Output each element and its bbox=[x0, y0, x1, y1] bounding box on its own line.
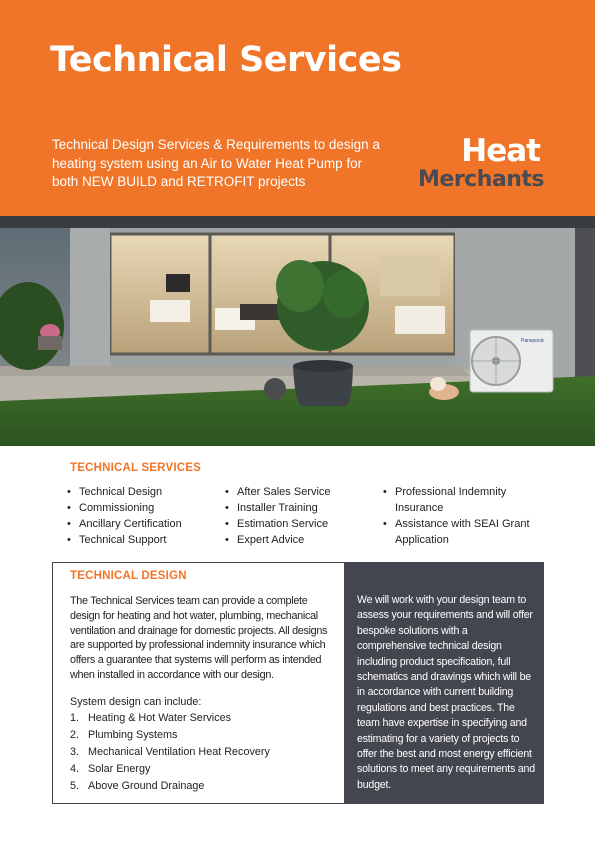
list-item-number: 4. bbox=[70, 763, 80, 775]
list-item-number: 5. bbox=[70, 780, 80, 792]
service-item: • Assistance with SEAI Grant Application bbox=[383, 516, 533, 548]
list-item-number: 3. bbox=[70, 746, 80, 758]
service-item: • After Sales Service bbox=[225, 484, 375, 500]
page-subtitle: Technical Design Services & Requirements to design a heating system using an Air to Water Heat Pump for both NEW BUILD and RETROFIT projects bbox=[52, 137, 380, 189]
logo-word-heat: Heat bbox=[461, 133, 540, 169]
page-title: Technical Services bbox=[50, 40, 402, 80]
technical-design-paragraph: The Technical Services team can provide a complete design for heating and hot water, plumbing, mechanical ventilation and drainage for domestic projects. All designs are supported by professional indemnity insurance which offers a guarantee that systems will perform as intended when installed in accordance with our design. bbox=[70, 595, 328, 681]
technical-design-heading: TECHNICAL DESIGN bbox=[70, 570, 187, 582]
system-design-list bbox=[70, 710, 270, 795]
list-item bbox=[70, 727, 270, 744]
service-item: • Estimation Service bbox=[225, 516, 375, 532]
list-item-label: Plumbing Systems bbox=[88, 729, 178, 741]
list-item bbox=[70, 778, 270, 795]
list-item-number: 2. bbox=[70, 729, 80, 741]
technical-services-heading: TECHNICAL SERVICES bbox=[70, 462, 201, 474]
house-heat-pump-photo bbox=[0, 216, 595, 446]
list-item bbox=[70, 744, 270, 761]
logo-word-merchants: Merchants bbox=[418, 167, 544, 192]
services-column-3 bbox=[383, 484, 533, 548]
list-item-label: Mechanical Ventilation Heat Recovery bbox=[88, 746, 270, 758]
service-item: • Expert Advice bbox=[225, 532, 375, 548]
service-item: • Technical Support bbox=[67, 532, 217, 548]
service-item: • Technical Design bbox=[67, 484, 217, 500]
services-column-2 bbox=[225, 484, 375, 548]
list-item-label: Above Ground Drainage bbox=[88, 780, 205, 792]
design-team-text: We will work with your design team to assess your requirements and will offer bespoke solutions with a comprehensive technical design including product specification, full schematics and drawings which will be in accordance with current building regulations and best practices. The team have expertise in specifying and estimating for a variety of projects to offer the best and most energy efficient solutions to meet any requirements and budget. bbox=[357, 594, 535, 791]
service-item: • Ancillary Certification bbox=[67, 516, 217, 532]
list-item bbox=[70, 761, 270, 778]
service-item: • Commissioning bbox=[67, 500, 217, 516]
header-banner bbox=[0, 0, 595, 216]
list-item-number: 1. bbox=[70, 712, 80, 724]
list-item-label: Solar Energy bbox=[88, 763, 151, 775]
service-item: • Professional Indemnity Insurance bbox=[383, 484, 533, 516]
heat-pump-brand-label: Panasonic bbox=[521, 338, 545, 344]
system-design-intro: System design can include: bbox=[70, 696, 202, 708]
heat-merchants-logo bbox=[404, 133, 544, 193]
service-item: • Installer Training bbox=[225, 500, 375, 516]
list-item bbox=[70, 710, 270, 727]
services-column-1 bbox=[67, 484, 217, 548]
list-item-label: Heating & Hot Water Services bbox=[88, 712, 232, 724]
